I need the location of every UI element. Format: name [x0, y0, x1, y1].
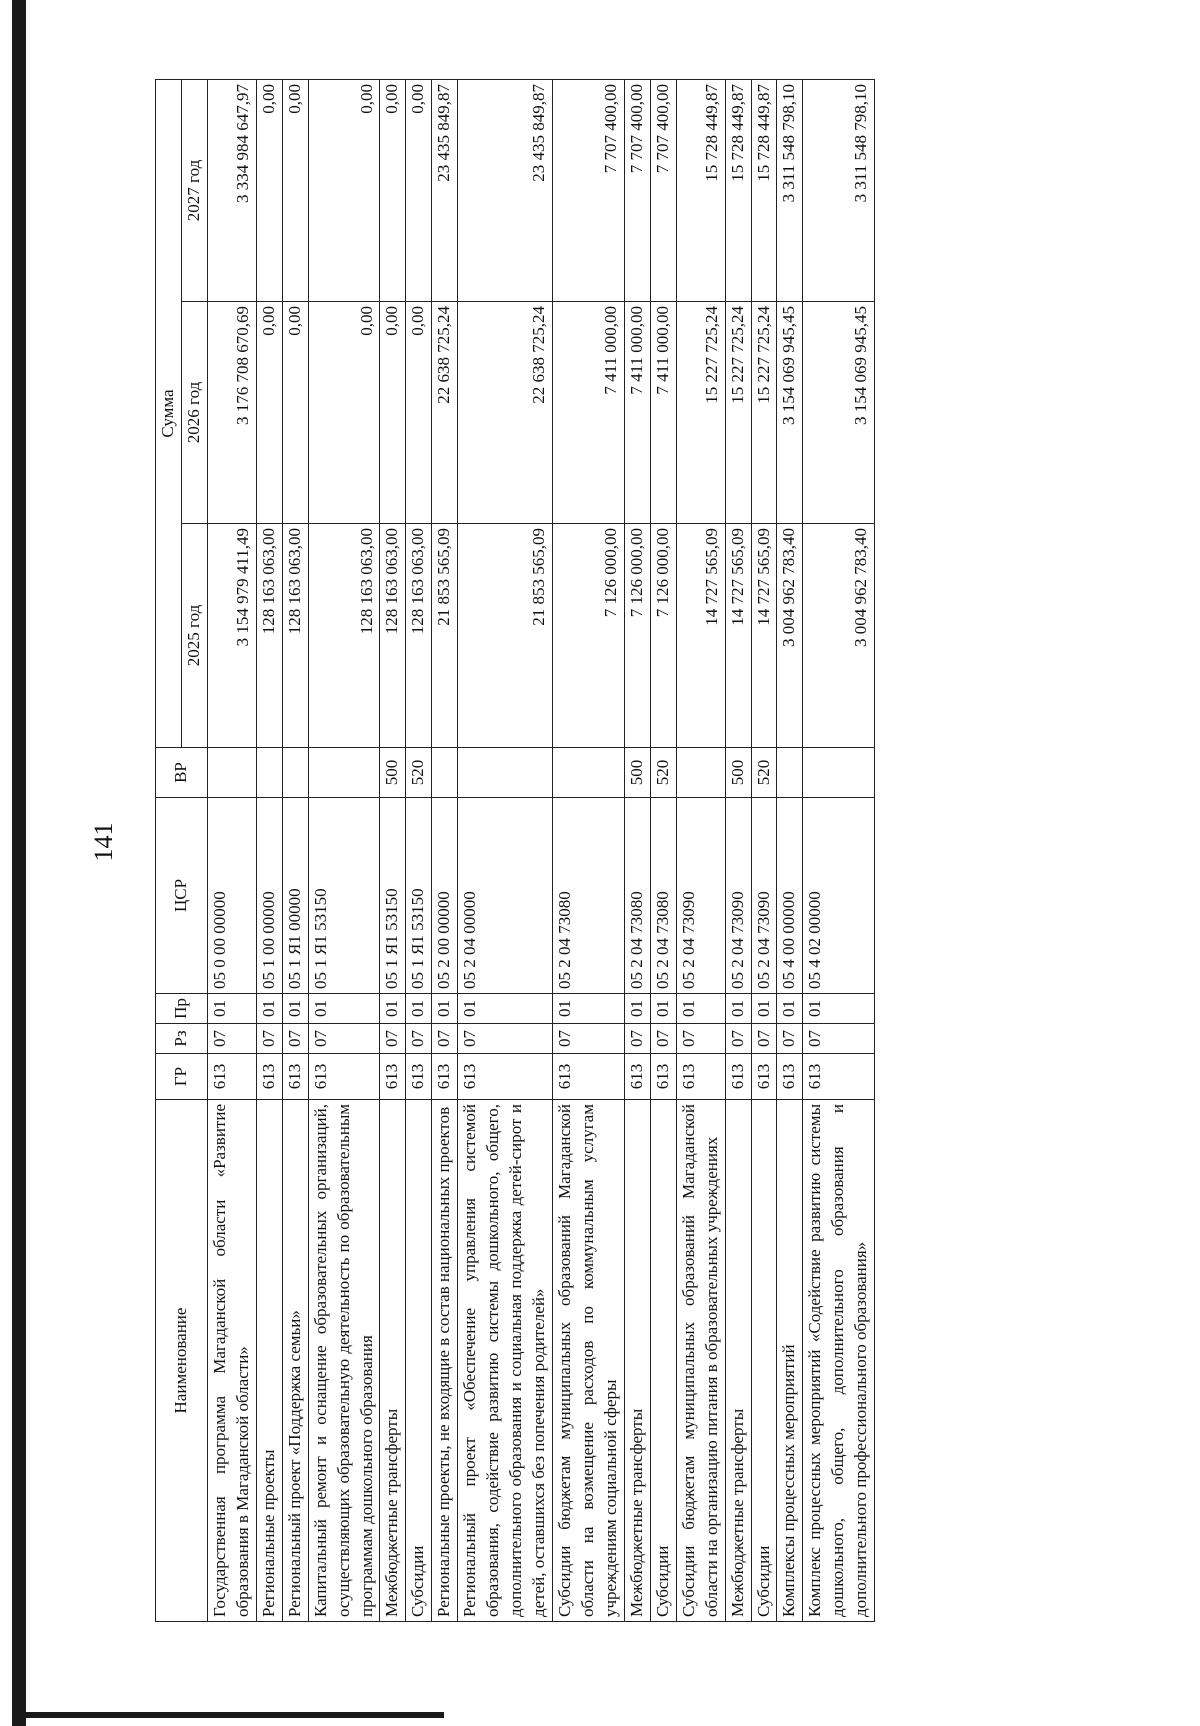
budget-table: [155, 79, 875, 1622]
row-gr: 613: [380, 1054, 406, 1100]
table-row: [650, 80, 676, 1622]
row-csr: 05 4 02 00000: [803, 798, 875, 994]
row-pr: 01: [458, 994, 553, 1024]
row-gr: 613: [256, 1054, 282, 1100]
table-row: [803, 80, 875, 1622]
row-name: Региональные проекты, не входящие в состав национальных проектов: [432, 1100, 458, 1622]
row-sum-2025: 21 853 565,09: [458, 524, 553, 748]
row-gr: 613: [650, 1054, 676, 1100]
row-sum-2027: 7 707 400,00: [624, 80, 650, 302]
row-sum-2025: 3 154 979 411,49: [207, 524, 256, 748]
row-rz: 07: [458, 1024, 553, 1054]
row-name: Субсидии: [751, 1100, 777, 1622]
row-vr: [553, 748, 625, 798]
row-sum-2027: 3 334 984 647,97: [207, 80, 256, 302]
row-gr: 613: [458, 1054, 553, 1100]
row-pr: 01: [751, 994, 777, 1024]
row-pr: 01: [650, 994, 676, 1024]
row-sum-2025: 128 163 063,00: [308, 524, 380, 748]
header-pr: Пр: [156, 994, 208, 1024]
row-csr: 05 1 Я1 00000: [282, 798, 308, 994]
row-csr: 05 1 Я1 53150: [380, 798, 406, 994]
row-sum-2026: 0,00: [256, 302, 282, 524]
table-row: [380, 80, 406, 1622]
table-row: [751, 80, 777, 1622]
row-csr: 05 0 00 00000: [207, 798, 256, 994]
row-gr: 613: [282, 1054, 308, 1100]
row-name: Межбюджетные трансферты: [725, 1100, 751, 1622]
table-row: [624, 80, 650, 1622]
row-sum-2026: 22 638 725,24: [432, 302, 458, 524]
row-name: Субсидии бюджетам муниципальных образований Магаданской области на возмещение расходов по коммунальным услугам учреждениям социальной сферы: [553, 1100, 625, 1622]
row-name: Региональные проекты: [256, 1100, 282, 1622]
row-name: Субсидии: [406, 1100, 432, 1622]
row-gr: 613: [308, 1054, 380, 1100]
row-sum-2027: 0,00: [308, 80, 380, 302]
row-gr: 613: [803, 1054, 875, 1100]
row-sum-2027: 0,00: [256, 80, 282, 302]
row-sum-2025: 7 126 000,00: [553, 524, 625, 748]
row-sum-2026: 0,00: [380, 302, 406, 524]
row-vr: [308, 748, 380, 798]
row-pr: 01: [282, 994, 308, 1024]
header-2025: 2025 год: [181, 524, 207, 748]
row-sum-2027: 15 728 449,87: [751, 80, 777, 302]
row-gr: 613: [751, 1054, 777, 1100]
row-sum-2026: 7 411 000,00: [553, 302, 625, 524]
rotated-document-sheet: [155, 80, 1175, 1622]
header-2026: 2026 год: [181, 302, 207, 524]
header-2027: 2027 год: [181, 80, 207, 302]
row-sum-2025: 21 853 565,09: [432, 524, 458, 748]
row-sum-2026: 22 638 725,24: [458, 302, 553, 524]
row-rz: 07: [432, 1024, 458, 1054]
table-body: [207, 80, 874, 1622]
row-csr: 05 1 Я1 53150: [406, 798, 432, 994]
row-pr: 01: [432, 994, 458, 1024]
row-vr: 500: [624, 748, 650, 798]
table-row: [406, 80, 432, 1622]
row-rz: 07: [803, 1024, 875, 1054]
row-gr: 613: [207, 1054, 256, 1100]
row-gr: 613: [777, 1054, 803, 1100]
row-pr: 01: [308, 994, 380, 1024]
row-sum-2027: 0,00: [380, 80, 406, 302]
table-row: [207, 80, 256, 1622]
row-rz: 07: [624, 1024, 650, 1054]
row-sum-2026: 7 411 000,00: [624, 302, 650, 524]
row-csr: 05 2 04 00000: [458, 798, 553, 994]
row-csr: 05 1 00 00000: [256, 798, 282, 994]
row-sum-2027: 7 707 400,00: [553, 80, 625, 302]
row-sum-2025: 3 004 962 783,40: [803, 524, 875, 748]
row-csr: 05 4 00 00000: [777, 798, 803, 994]
row-name: Комплекс процессных мероприятий «Содействие развитию системы дошкольного, общего, дополнительного образования и дополнительного профессионального образования»: [803, 1100, 875, 1622]
row-sum-2027: 23 435 849,87: [432, 80, 458, 302]
scan-edge-left: [12, 0, 26, 1726]
row-sum-2025: 14 727 565,09: [751, 524, 777, 748]
row-sum-2027: 7 707 400,00: [650, 80, 676, 302]
row-csr: 05 2 00 00000: [432, 798, 458, 994]
row-csr: 05 2 04 73090: [725, 798, 751, 994]
table-row: [282, 80, 308, 1622]
row-rz: 07: [725, 1024, 751, 1054]
header-gr: ГР: [156, 1054, 208, 1100]
row-pr: 01: [676, 994, 725, 1024]
row-rz: 07: [380, 1024, 406, 1054]
row-gr: 613: [676, 1054, 725, 1100]
row-csr: 05 2 04 73090: [751, 798, 777, 994]
table-row: [432, 80, 458, 1622]
row-gr: 613: [432, 1054, 458, 1100]
header-name: Наименование: [156, 1100, 208, 1622]
row-gr: 613: [725, 1054, 751, 1100]
row-csr: 05 2 04 73080: [650, 798, 676, 994]
row-csr: 05 2 04 73090: [676, 798, 725, 994]
row-name: Межбюджетные трансферты: [380, 1100, 406, 1622]
row-sum-2025: 128 163 063,00: [282, 524, 308, 748]
row-sum-2026: 3 154 069 945,45: [777, 302, 803, 524]
row-sum-2027: 0,00: [406, 80, 432, 302]
row-csr: 05 1 Я1 53150: [308, 798, 380, 994]
row-rz: 07: [308, 1024, 380, 1054]
row-pr: 01: [207, 994, 256, 1024]
row-vr: 520: [406, 748, 432, 798]
row-sum-2025: 128 163 063,00: [256, 524, 282, 748]
row-gr: 613: [553, 1054, 625, 1100]
row-vr: [432, 748, 458, 798]
header-rz: Рз: [156, 1024, 208, 1054]
row-name: Комплексы процессных мероприятий: [777, 1100, 803, 1622]
row-sum-2027: 3 311 548 798,10: [803, 80, 875, 302]
row-name: Субсидии бюджетам муниципальных образований Магаданской области на организацию питания в образовательных учреждениях: [676, 1100, 725, 1622]
row-sum-2027: 23 435 849,87: [458, 80, 553, 302]
row-pr: 01: [803, 994, 875, 1024]
row-vr: [282, 748, 308, 798]
row-rz: 07: [256, 1024, 282, 1054]
table-row: [676, 80, 725, 1622]
row-vr: [256, 748, 282, 798]
header-vr: ВР: [156, 748, 208, 798]
row-sum-2025: 14 727 565,09: [725, 524, 751, 748]
row-sum-2025: 7 126 000,00: [650, 524, 676, 748]
row-sum-2027: 15 728 449,87: [676, 80, 725, 302]
row-rz: 07: [406, 1024, 432, 1054]
row-name: Государственная программа Магаданской области «Развитие образования в Магаданской области»: [207, 1100, 256, 1622]
page-number: 141: [89, 822, 118, 862]
table-row: [458, 80, 553, 1622]
row-sum-2026: 3 176 708 670,69: [207, 302, 256, 524]
row-vr: [803, 748, 875, 798]
row-sum-2026: 0,00: [406, 302, 432, 524]
row-name: Региональный проект «Поддержка семьи»: [282, 1100, 308, 1622]
row-vr: [458, 748, 553, 798]
row-rz: 07: [777, 1024, 803, 1054]
row-sum-2027: 15 728 449,87: [725, 80, 751, 302]
row-name: Региональный проект «Обеспечение управления системой образования, содействие развитию системы дошкольного, общего, дополнительного образования и социальная поддержка детей-сирот и детей, оставшихся без попечения родителей»: [458, 1100, 553, 1622]
row-sum-2026: 0,00: [308, 302, 380, 524]
row-pr: 01: [380, 994, 406, 1024]
table-row: [256, 80, 282, 1622]
table-row: [308, 80, 380, 1622]
row-sum-2025: 128 163 063,00: [406, 524, 432, 748]
row-pr: 01: [406, 994, 432, 1024]
row-pr: 01: [624, 994, 650, 1024]
row-sum-2026: 3 154 069 945,45: [803, 302, 875, 524]
table-row: [777, 80, 803, 1622]
row-vr: 520: [751, 748, 777, 798]
row-name: Субсидии: [650, 1100, 676, 1622]
scan-edge-bottom: [14, 1712, 444, 1718]
row-sum-2025: 7 126 000,00: [624, 524, 650, 748]
row-rz: 07: [553, 1024, 625, 1054]
header-sum: Сумма: [156, 80, 182, 748]
row-vr: 500: [725, 748, 751, 798]
row-sum-2026: 0,00: [282, 302, 308, 524]
row-sum-2026: 15 227 725,24: [676, 302, 725, 524]
row-gr: 613: [624, 1054, 650, 1100]
row-pr: 01: [777, 994, 803, 1024]
row-pr: 01: [256, 994, 282, 1024]
row-sum-2027: 0,00: [282, 80, 308, 302]
row-gr: 613: [406, 1054, 432, 1100]
row-pr: 01: [725, 994, 751, 1024]
row-sum-2025: 128 163 063,00: [380, 524, 406, 748]
row-vr: [207, 748, 256, 798]
row-csr: 05 2 04 73080: [553, 798, 625, 994]
row-pr: 01: [553, 994, 625, 1024]
row-sum-2026: 7 411 000,00: [650, 302, 676, 524]
row-vr: 520: [650, 748, 676, 798]
row-vr: [676, 748, 725, 798]
row-rz: 07: [676, 1024, 725, 1054]
row-sum-2027: 3 311 548 798,10: [777, 80, 803, 302]
row-rz: 07: [282, 1024, 308, 1054]
header-csr: ЦСР: [156, 798, 208, 994]
row-rz: 07: [207, 1024, 256, 1054]
row-name: Межбюджетные трансферты: [624, 1100, 650, 1622]
table-row: [553, 80, 625, 1622]
row-rz: 07: [751, 1024, 777, 1054]
row-csr: 05 2 04 73080: [624, 798, 650, 994]
row-rz: 07: [650, 1024, 676, 1054]
row-vr: [777, 748, 803, 798]
table-row: [725, 80, 751, 1622]
row-vr: 500: [380, 748, 406, 798]
table-header-row: [156, 80, 182, 1622]
row-sum-2025: 3 004 962 783,40: [777, 524, 803, 748]
row-name: Капитальный ремонт и оснащение образовательных организаций, осуществляющих образовательную деятельность по образовательным программам дошкольного образования: [308, 1100, 380, 1622]
row-sum-2026: 15 227 725,24: [725, 302, 751, 524]
row-sum-2026: 15 227 725,24: [751, 302, 777, 524]
row-sum-2025: 14 727 565,09: [676, 524, 725, 748]
